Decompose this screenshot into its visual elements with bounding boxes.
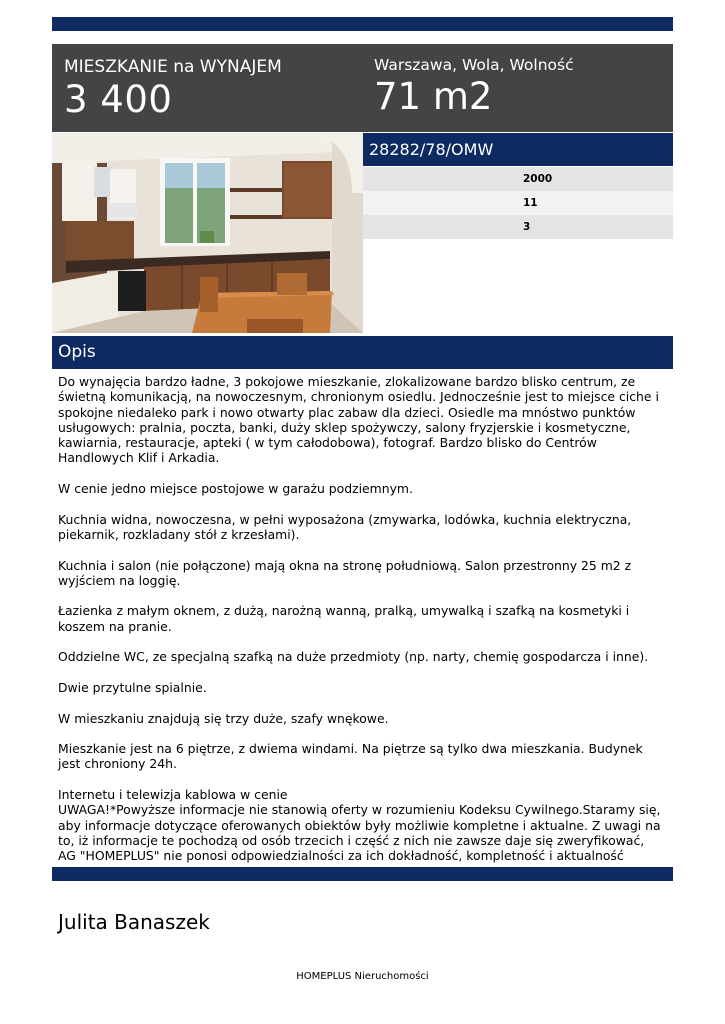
params-value: 11: [523, 197, 538, 209]
description-paragraph: Łazienka z małym oknem, z dużą, narożną wanną, pralką, umywalką i szafką na kosmetyki i koszem na pranie.: [58, 603, 630, 634]
description-paragraph: Oddzielne WC, ze specjalną szafką na duże przedmioty (np. narty, chemię gospodarcza i inne).: [58, 649, 649, 665]
agent-name: Julita Banaszek: [58, 910, 210, 934]
params-row: [363, 191, 673, 215]
kitchen-photo: [52, 133, 363, 333]
listing-type: MIESZKANIE na WYNAJEM: [64, 57, 282, 77]
listing-header: [52, 44, 673, 132]
reference-number: 28282/78/OMW: [369, 140, 494, 159]
params-row: [363, 167, 673, 191]
footer-company: HOMEPLUS Nieruchomości: [296, 971, 429, 982]
description-paragraph: Mieszkanie jest na 6 piętrze, z dwiema windami. Na piętrze są tylko dwa mieszkania. Budynek jest chroniony 24h.: [58, 741, 643, 772]
description-paragraph: Kuchnia widna, nowoczesna, w pełni wyposażona (zmywarka, lodówka, kuchnia elektryczna, piekarnik, rozkladany stół z krzesłami).: [58, 511, 632, 542]
description-paragraph: W cenie jedno miejsce postojowe w garażu podziemnym.: [58, 481, 413, 497]
reference-bar: [363, 133, 673, 166]
description-paragraph: Internetu i telewizja kablowa w cenie: [58, 787, 288, 803]
listing-area: 71 m2: [374, 75, 493, 118]
description-text: [58, 374, 666, 864]
top-accent-bar: [52, 17, 673, 31]
params-value: 2000: [523, 173, 553, 185]
description-heading: Opis: [58, 342, 96, 362]
description-paragraph: Dwie przytulne spialnie.: [58, 679, 207, 695]
description-paragraph: W mieszkaniu znajdują się trzy duże, szafy wnękowe.: [58, 710, 389, 726]
params-table: [363, 167, 673, 239]
bottom-accent-bar: [52, 867, 673, 881]
listing-price: 3 400: [64, 78, 173, 121]
listing-location: Warszawa, Wola, Wolność: [374, 56, 574, 74]
params-row: [363, 215, 673, 239]
description-paragraph: Kuchnia i salon (nie połączone) mają okna na stronę południową. Salon przestronny 25 m2 z wyjściem na loggię.: [58, 557, 632, 588]
disclaimer-paragraph: UWAGA!*Powyższe informacje nie stanowią oferty w rozumieniu Kodeksu Cywilnego.Staramy się, aby informacje dotyczące oferowanych obiektów były możliwie kompletne i aktualne. Z uwagi na to, iż informacje te pochodzą od osób trzecich i część z nich nie zawsze daje się zweryfikować, AG "HOMEPLUS" nie ponosi odpowiedzialności za ich dokładność, kompletność i aktualność: [58, 802, 661, 864]
description-paragraph: Do wynajęcia bardzo ładne, 3 pokojowe mieszkanie, zlokalizowane bardzo blisko centrum, ze świetną komunikacją, na nowoczesnym, chronionym osiedlu. Jednocześnie jest to miejsce ciche i spokojne niedaleko park i nowo otwarty plac zabaw dla dzieci. Osiedle ma mnóstwo punktów usługowych: pralnia, poczta, banki, duży sklep spożywczy, salony fryzjerskie i kosmetyczne, kawiarnia, restauracje, apteki ( w tym całodobowa), fotograf. Bardzo blisko do Centrów Handlowych Klif i Arkadia.: [58, 374, 659, 466]
params-value: 3: [523, 221, 531, 233]
description-heading-bar: [52, 336, 673, 369]
